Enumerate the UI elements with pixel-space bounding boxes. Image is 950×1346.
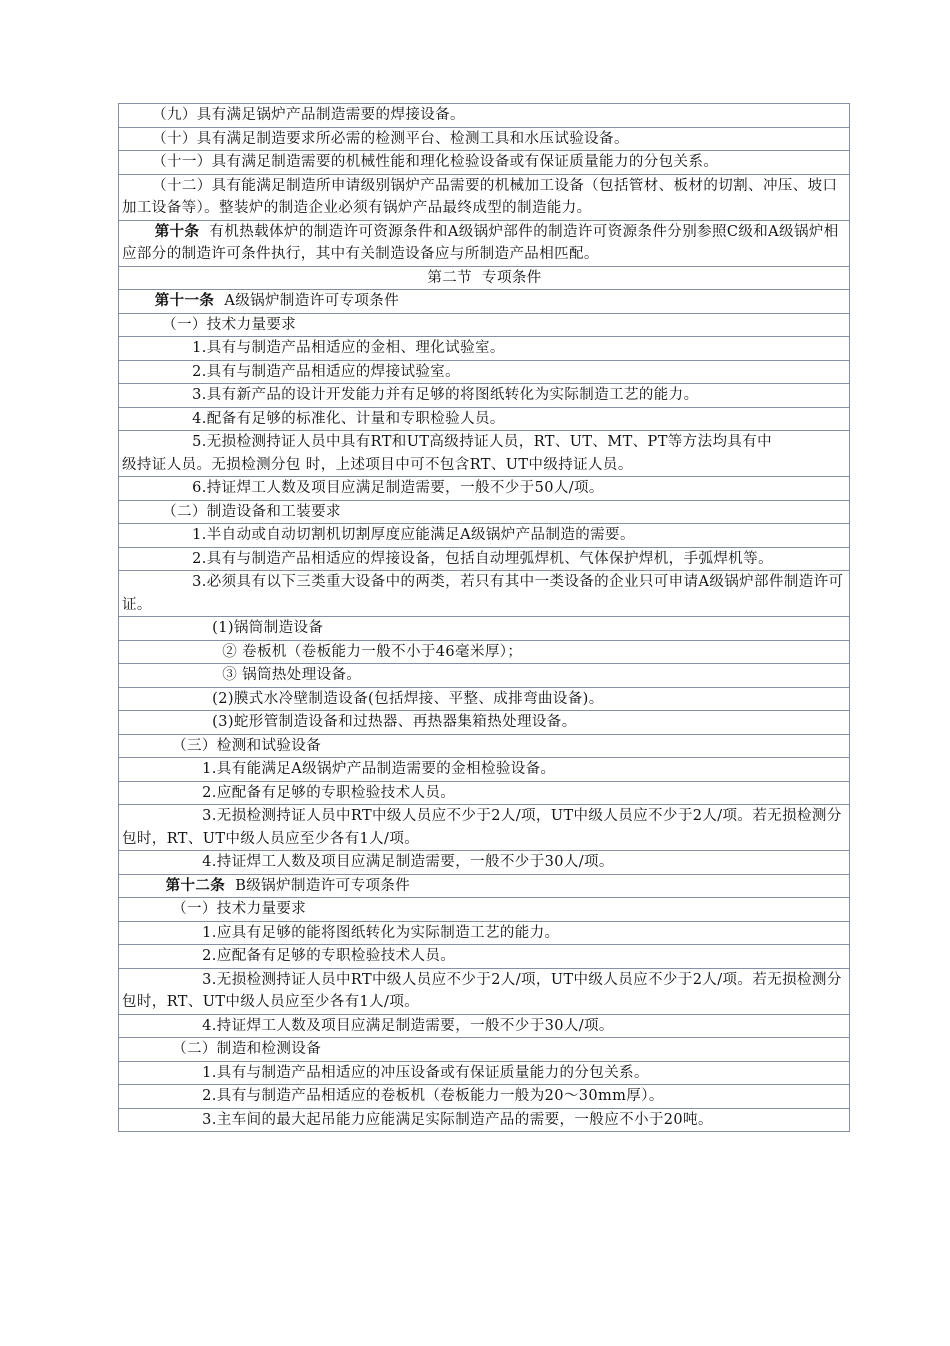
table-row [119, 687, 850, 711]
row-content: 1.半自动或自动切割机切割厚度应能满足A级锅炉产品制造的需要。 [122, 527, 635, 543]
row-content: 2.具有与制造产品相适应的卷板机（卷板能力一般为20～30mm厚）。 [122, 1088, 664, 1104]
row-content: 4.配备有足够的标准化、计量和专职检验人员。 [122, 410, 505, 427]
row-text [119, 805, 850, 851]
row-content: 2.应配备有足够的专职检验技术人员。 [122, 948, 456, 964]
table-row [119, 898, 850, 922]
row-text [119, 127, 850, 151]
row-text [119, 851, 850, 875]
row-text [119, 664, 850, 688]
table-row [119, 1014, 850, 1038]
row-content: 有机热载体炉的制造许可资源条件和A级锅炉部件的制造许可资源条件分别参照C级和A级锅炉相应部分的制造许可条件执行，其中有关制造设备应与所制造产品相匹配。 [122, 223, 839, 262]
table-row [119, 104, 850, 128]
row-text [119, 968, 850, 1014]
row-text [119, 640, 850, 664]
article-number: 第十一条 [122, 292, 215, 309]
row-content: 5.无损检测持证人员中具有RT和UT高级持证人员，RT、UT、MT、PT等方法均具有中 级持证人员。无损检测分包 时，上述项目中可不包含RT、UT中级持证人员。 [122, 434, 773, 473]
row-content: （二）制造和检测设备 [122, 1041, 322, 1057]
row-content: 4.持证焊工人数及项目应满足制造需要，一般不少于30人/项。 [122, 854, 614, 870]
table-row [119, 151, 850, 175]
row-text [119, 781, 850, 805]
row-content: （一）技术力量要求 [122, 316, 297, 333]
row-text [119, 290, 850, 314]
table-row [119, 1061, 850, 1085]
row-content: B级锅炉制造许可专项条件 [225, 877, 411, 894]
table-row [119, 921, 850, 945]
row-content: （九）具有满足锅炉产品制造需要的焊接设备。 [122, 107, 465, 123]
table-row [119, 711, 850, 735]
table-row [119, 174, 850, 220]
row-content: 3.必须具有以下三类重大设备中的两类，若只有其中一类设备的企业只可申请A级锅炉部件制造许可证。 [122, 574, 844, 613]
table-row [119, 313, 850, 337]
row-text [119, 384, 850, 408]
table-row [119, 968, 850, 1014]
row-content: ② 卷板机（卷板能力一般不小于46毫米厚）； [122, 643, 523, 660]
table-row [119, 547, 850, 571]
row-text [119, 337, 850, 361]
row-text [119, 151, 850, 175]
table-row [119, 220, 850, 266]
row-text [119, 500, 850, 524]
row-text [119, 921, 850, 945]
row-content: 3.具有新产品的设计开发能力并有足够的将图纸转化为实际制造工艺的能力。 [122, 387, 699, 403]
row-content: 3.无损检测持证人员中RT中级人员应不少于2人/项，UT中级人员应不少于2人/项。若无损检测分包时，RT、UT中级人员应至少各有1人/项。 [122, 971, 842, 1010]
table-row [119, 781, 850, 805]
row-content: 1.具有能满足A级锅炉产品制造需要的金相检验设备。 [122, 761, 556, 777]
row-text [119, 547, 850, 571]
row-content: 3.主车间的最大起吊能力应能满足实际制造产品的需要，一般应不小于20吨。 [122, 1111, 713, 1128]
row-content: 2.具有与制造产品相适应的焊接试验室。 [122, 363, 461, 380]
table-row [119, 734, 850, 758]
row-text [119, 711, 850, 735]
table-row [119, 945, 850, 969]
table-row [119, 1038, 850, 1062]
row-content: （十）具有满足制造要求所必需的检测平台、检测工具和水压试验设备。 [122, 130, 629, 147]
row-text [119, 874, 850, 898]
regulation-table [118, 103, 850, 1132]
row-content: 1.具有与制造产品相适应的冲压设备或有保证质量能力的分包关系。 [122, 1064, 649, 1081]
section-heading [119, 266, 850, 290]
table-row [119, 874, 850, 898]
row-text [119, 945, 850, 969]
table-row [119, 851, 850, 875]
article-number: 第十条 [122, 222, 200, 240]
table-row [119, 758, 850, 782]
table-row [119, 431, 850, 477]
table-row [119, 617, 850, 641]
row-content: ③ 锅筒热处理设备。 [122, 667, 362, 683]
table-row [119, 266, 850, 290]
row-text [119, 1061, 850, 1085]
row-text [119, 617, 850, 641]
table-row [119, 360, 850, 384]
row-text [119, 734, 850, 758]
table-row [119, 571, 850, 617]
table-row [119, 477, 850, 501]
row-content: （二）制造设备和工装要求 [122, 503, 341, 520]
row-text [119, 1014, 850, 1038]
row-text [119, 758, 850, 782]
table-row [119, 1108, 850, 1132]
table-row [119, 1085, 850, 1109]
table-row [119, 664, 850, 688]
row-content: （三）检测和试验设备 [122, 737, 322, 754]
row-text [119, 1038, 850, 1062]
row-text [119, 104, 850, 128]
row-text [119, 477, 850, 501]
row-text [119, 687, 850, 711]
row-content: 4.持证焊工人数及项目应满足制造需要，一般不少于30人/项。 [122, 1017, 614, 1034]
table-row [119, 290, 850, 314]
row-content: (1)锅筒制造设备 [122, 620, 324, 636]
row-text [119, 174, 850, 220]
row-text [119, 360, 850, 384]
table-row [119, 805, 850, 851]
row-content: （十一）具有满足制造需要的机械性能和理化检验设备或有保证质量能力的分包关系。 [122, 154, 719, 170]
row-text [119, 898, 850, 922]
row-content: 1.具有与制造产品相适应的金相、理化试验室。 [122, 340, 505, 356]
table-row [119, 407, 850, 431]
row-content: A级锅炉制造许可专项条件 [214, 293, 400, 309]
table-row [119, 500, 850, 524]
row-text [119, 407, 850, 431]
row-text [119, 220, 850, 266]
row-content: 1.应具有足够的能将图纸转化为实际制造工艺的能力。 [122, 924, 560, 941]
table-row [119, 384, 850, 408]
row-content: 2.具有与制造产品相适应的焊接设备，包括自动埋弧焊机、气体保护焊机，手弧焊机等。 [122, 550, 773, 567]
row-content: （一）技术力量要求 [122, 901, 307, 917]
row-text [119, 571, 850, 617]
row-text [119, 1085, 850, 1109]
row-text [119, 1108, 850, 1132]
row-text [119, 524, 850, 548]
row-content: 第二节 专项条件 [427, 269, 542, 286]
table-row [119, 127, 850, 151]
row-content: 2.应配备有足够的专职检验技术人员。 [122, 784, 456, 801]
table-row [119, 640, 850, 664]
table-row [119, 524, 850, 548]
row-text [119, 313, 850, 337]
row-content: 6.持证焊工人数及项目应满足制造需要，一般不少于50人/项。 [122, 480, 604, 496]
row-content: （十二）具有能满足制造所申请级别锅炉产品需要的机械加工设备（包括管材、板材的切割、冲压、坡口加工设备等）。整装炉的制造企业必须有锅炉产品最终成型的制造能力。 [122, 177, 838, 216]
table-row [119, 337, 850, 361]
article-number: 第十二条 [122, 876, 226, 894]
row-content: 3.无损检测持证人员中RT中级人员应不少于2人/项，UT中级人员应不少于2人/项。若无损检测分包时，RT、UT中级人员应至少各有1人/项。 [122, 808, 842, 847]
row-content: (2)膜式水冷壁制造设备(包括焊接、平整、成排弯曲设备)。 [122, 690, 604, 707]
row-text [119, 431, 850, 477]
row-content: (3)蛇形管制造设备和过热器、再热器集箱热处理设备。 [122, 714, 577, 730]
